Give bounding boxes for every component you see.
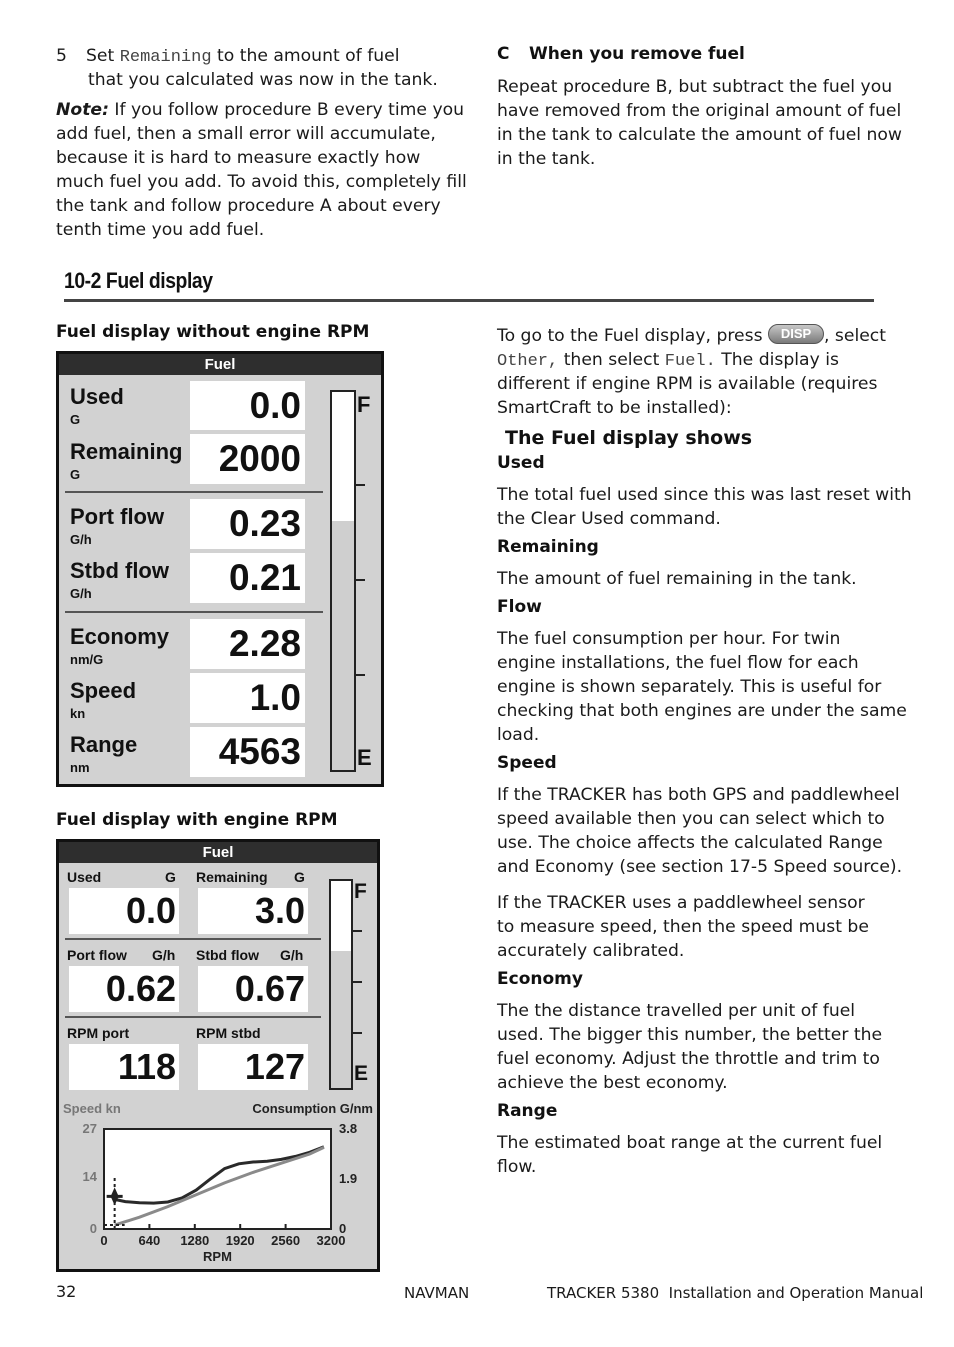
stbd-flow-label: Stbd flow [196, 947, 259, 963]
remaining-value: 2000 [190, 434, 305, 484]
intro-line-2 [497, 348, 839, 374]
note-line: the tank and follow procedure A about every [56, 196, 441, 216]
gauge-tick [356, 484, 365, 486]
stbd-flow-value: 0.67 [198, 966, 308, 1012]
definition-line: fuel economy. Adjust the throttle and trim to [497, 1049, 880, 1069]
definition-line: engine installations, the fuel flow for each [497, 653, 859, 673]
definition-line: use. The choice affects the calculated Range [497, 833, 883, 853]
gauge-tick [353, 1032, 362, 1034]
port-flow-value: 0.23 [190, 499, 305, 549]
section-c-body [497, 75, 907, 171]
definition-term: Remaining [497, 537, 599, 557]
y-right-tick-label: 3.8 [339, 1121, 358, 1136]
gauge-tick [353, 981, 362, 983]
heading-letter: C [497, 44, 510, 64]
definition-line: flow. [497, 1157, 537, 1177]
definition-term: Speed [497, 753, 557, 773]
x-axis-label: RPM [203, 1249, 232, 1264]
rpm-stbd-label: RPM stbd [196, 1025, 261, 1041]
gauge-tick [353, 930, 362, 932]
intro-text: , select [824, 326, 886, 346]
y-left-tick-label: 14 [82, 1169, 97, 1185]
port-flow-label: Port flow [70, 504, 165, 529]
y-right-tick-label: 1.9 [339, 1171, 358, 1186]
fig1-caption: Fuel display without engine RPM [56, 322, 370, 342]
intro-text: The display is [721, 350, 839, 370]
definition-line: load. [497, 725, 540, 745]
gauge-empty-label: E [357, 745, 372, 770]
intro-text: To go to the Fuel display, press [497, 326, 763, 346]
economy-unit: nm/G [70, 652, 104, 667]
y-right-axis-label: Consumption G/nm [252, 1101, 373, 1116]
gauge-full-label: F [357, 392, 371, 417]
rpm-stbd-value: 127 [198, 1044, 308, 1090]
port-flow-unit: G/h [152, 947, 176, 963]
rpm-port-value: 118 [69, 1044, 179, 1090]
section-rule [64, 299, 874, 302]
y-left-axis-label: Speed kn [63, 1101, 121, 1116]
definition-line: The the distance travelled per unit of fuel [497, 1001, 856, 1021]
intro-text: then select [563, 350, 660, 370]
intro-line: SmartCraft to be installed): [497, 398, 732, 418]
fuel-screen-with-rpm [56, 839, 380, 1272]
menu-code: Fuel. [664, 352, 716, 371]
definition-line: engine is shown separately. This is useful for [497, 677, 882, 697]
stbd-flow-unit: G/h [280, 947, 304, 963]
plot-area [104, 1129, 331, 1229]
heading-text: When you remove fuel [529, 44, 745, 64]
definition-term: Economy [497, 969, 583, 989]
note-line: much fuel you add. To avoid this, completely fill [56, 172, 467, 192]
remaining-unit: G [294, 869, 305, 885]
step-code: Remaining [119, 48, 212, 67]
body-line: have removed from the original amount of fuel [497, 101, 902, 121]
section-title: 10-2 Fuel display [64, 268, 213, 293]
speed-consumption-chart [59, 1096, 377, 1270]
definition-line: If the TRACKER has both GPS and paddlewheel [497, 785, 900, 805]
remaining-label: Remaining [196, 869, 268, 885]
intro-line: different if engine RPM is available (requires [497, 374, 878, 394]
definition-line: If the TRACKER uses a paddlewheel sensor [497, 893, 865, 913]
footer-brand: NAVMAN [404, 1284, 470, 1302]
step-pre: Set [86, 46, 115, 66]
definition-line: accurately calibrated. [497, 941, 685, 961]
step-5 [56, 44, 466, 70]
used-label: Used [70, 384, 124, 409]
separator [65, 1016, 321, 1018]
port-flow-unit: G/h [70, 532, 92, 547]
stbd-flow-label: Stbd flow [70, 558, 169, 583]
stbd-flow-unit: G/h [70, 586, 92, 601]
disp-key-icon: DISP [768, 324, 824, 344]
x-tick-label: 3200 [316, 1233, 346, 1248]
fuel-screen-no-rpm [56, 351, 384, 787]
y-left-tick-label: 27 [82, 1121, 97, 1136]
range-label: Range [70, 732, 138, 757]
note-line: If you follow procedure B every time you [114, 100, 465, 120]
remaining-unit: G [70, 467, 81, 482]
definition-line: and Economy (see section 17-5 Speed source). [497, 857, 903, 877]
remaining-value: 3.0 [198, 888, 308, 934]
x-tick-label: 1920 [225, 1233, 255, 1248]
remaining-label: Remaining [70, 439, 183, 464]
definition-line: checking that both engines are under the same [497, 701, 907, 721]
range-value: 4563 [190, 727, 305, 777]
body-line: in the tank to calculate the amount of fuel now [497, 125, 902, 145]
step-line2: that you calculated was now in the tank. [88, 70, 438, 90]
menu-code: Other, [497, 352, 559, 371]
body-line: Repeat procedure B, but subtract the fuel you [497, 77, 893, 97]
step-post: to the amount of fuel [217, 46, 400, 66]
definition-line: to measure speed, then the speed must be [497, 917, 869, 937]
note-block [56, 98, 471, 242]
speed-unit: kn [70, 706, 86, 721]
screen-title: Fuel [59, 354, 381, 375]
definition-line: The amount of fuel remaining in the tank. [497, 569, 857, 589]
definition-line: speed available then you can select which to [497, 809, 885, 829]
fig2-caption: Fuel display with engine RPM [56, 810, 338, 830]
gauge-tick [356, 674, 365, 676]
note-line: because it is hard to measure exactly how [56, 148, 421, 168]
definition-term: Flow [497, 597, 542, 617]
used-unit: G [70, 412, 81, 427]
separator [65, 491, 323, 493]
shows-heading: The Fuel display shows [505, 427, 753, 449]
definition-line: The total fuel used since this was last reset with [497, 485, 912, 505]
intro-rest [497, 372, 877, 420]
x-tick-label: 640 [138, 1233, 161, 1248]
range-unit: nm [70, 760, 90, 775]
definition-line: The fuel consumption per hour. For twin [497, 629, 841, 649]
y-left-tick-label: 0 [89, 1221, 97, 1236]
note-line: tenth time you add fuel. [56, 220, 265, 240]
footer-manual-title: TRACKER 5380 Installation and Operation Manual [547, 1284, 924, 1302]
separator [65, 938, 321, 940]
definition-line: used. The bigger this number, the better the [497, 1025, 883, 1045]
definition-term: Range [497, 1101, 558, 1121]
port-flow-value: 0.62 [69, 966, 179, 1012]
x-tick-label: 1280 [180, 1233, 210, 1248]
x-tick-label: 0 [100, 1233, 108, 1248]
definition-line: the Clear Used command. [497, 509, 721, 529]
screen-title: Fuel [59, 842, 377, 863]
body-line: in the tank. [497, 149, 596, 169]
intro-line-1 [497, 324, 917, 348]
used-unit: G [165, 869, 176, 885]
y-right-tick-label: 0 [339, 1221, 347, 1236]
used-value: 0.0 [190, 381, 305, 430]
stbd-flow-value: 0.21 [190, 553, 305, 603]
fuel-level-gauge [329, 879, 353, 1090]
definition-line: The estimated boat range at the current fuel [497, 1133, 883, 1153]
note-line: add fuel, then a small error will accumulate, [56, 124, 436, 144]
x-tick-label: 2560 [271, 1233, 301, 1248]
gauge-empty-label: E [354, 1062, 369, 1085]
speed-value: 1.0 [190, 673, 305, 723]
gauge-full-label: F [354, 880, 367, 903]
gauge-tick [356, 579, 365, 581]
gauge-empty-portion [331, 881, 351, 951]
separator [65, 611, 323, 613]
economy-value: 2.28 [190, 619, 305, 669]
section-c-heading [497, 44, 745, 64]
fuel-level-gauge [330, 390, 356, 772]
gauge-empty-portion [332, 392, 354, 521]
speed-label: Speed [70, 678, 137, 703]
economy-label: Economy [70, 624, 170, 649]
rpm-port-label: RPM port [67, 1025, 130, 1041]
definition-term: Used [497, 453, 545, 473]
note-label: Note: [56, 100, 109, 120]
used-label: Used [67, 869, 102, 885]
step-number: 5 [56, 46, 67, 66]
used-value: 0.0 [69, 888, 179, 934]
port-flow-label: Port flow [67, 947, 127, 963]
page-number: 32 [56, 1282, 77, 1301]
definition-line: achieve the best economy. [497, 1073, 728, 1093]
